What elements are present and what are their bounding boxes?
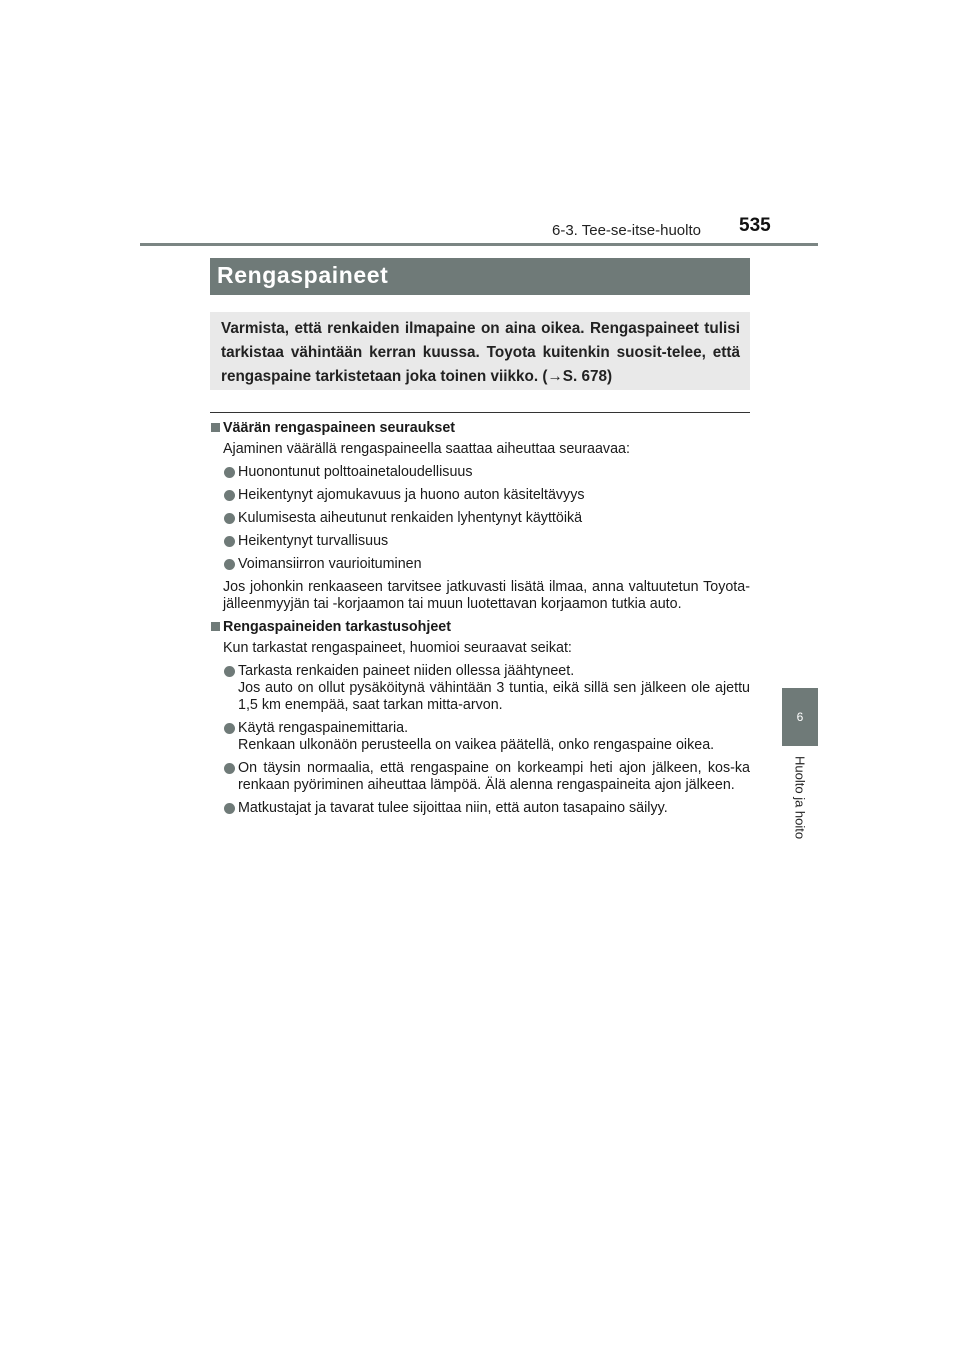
chapter-tab: [782, 688, 818, 746]
chapter-number: 6: [796, 710, 804, 724]
page-title: Rengaspaineet: [217, 262, 389, 288]
list-item: Käytä rengaspainemittaria. Renkaan ulkonäön perusteella on vaikea päätellä, onko rengaspaine oikea.: [210, 720, 750, 754]
section-lead: Ajaminen väärällä rengaspaineella saattaa aiheuttaa seuraavaa:: [223, 441, 630, 457]
square-bullet-icon: [211, 622, 220, 631]
list-item: Heikentynyt turvallisuus: [210, 533, 750, 550]
square-bullet-icon: [211, 423, 220, 432]
chapter-side-label: [782, 756, 818, 866]
list-item: Huonontunut polttoainetaloudellisuus: [210, 464, 750, 481]
page-header: [0, 0, 960, 250]
section-lead: Kun tarkastat rengaspaineet, huomioi seuraavat seikat:: [223, 640, 572, 656]
bullet-dot-icon: [224, 666, 235, 677]
intro-box: [210, 312, 750, 390]
header-rule: [140, 243, 818, 246]
arrow-icon: →: [547, 368, 563, 385]
bullet-dot-icon: [224, 763, 235, 774]
title-bar: [210, 258, 750, 295]
bullet-dot-icon: [224, 513, 235, 524]
section-heading: Rengaspaineiden tarkastusohjeet: [210, 619, 750, 636]
section-label: 6-3. Tee-se-itse-huolto: [552, 222, 701, 239]
bullet-dot-icon: [224, 536, 235, 547]
intro-page-reference[interactable]: S. 678): [562, 368, 613, 385]
section-note: Jos johonkin renkaaseen tarvitsee jatkuvasti lisätä ilmaa, anna valtuutetun Toyota-jälleenmyyjän tai -korjaamon tai muun luotettavan korjaamon tutkia auto.: [223, 579, 750, 612]
section-heading: Väärän rengaspaineen seuraukset: [210, 420, 750, 437]
chapter-title: Huolto ja hoito: [792, 756, 808, 840]
intro-text: Varmista, että renkaiden ilmapaine on aina oikea. Rengaspaineet tulisi tarkistaa vähintään kerran kuussa. Toyota kuitenkin suosit-telee, että rengaspaine tarkistetaan joka toinen viikko. (: [221, 320, 740, 385]
list-item: Voimansiirron vaurioituminen: [210, 556, 750, 573]
list-item: Kulumisesta aiheutunut renkaiden lyhentynyt käyttöikä: [210, 510, 750, 527]
page-number: 535: [739, 215, 771, 236]
list-item: Heikentynyt ajomukavuus ja huono auton käsiteltävyys: [210, 487, 750, 504]
bullet-dot-icon: [224, 559, 235, 570]
list-item: On täysin normaalia, että rengaspaine on korkeampi heti ajon jälkeen, kos-ka renkaan pyöriminen aiheuttaa lämpöä. Älä alenna rengaspaineita ajon jälkeen.: [210, 760, 750, 794]
bullet-dot-icon: [224, 723, 235, 734]
bullet-dot-icon: [224, 490, 235, 501]
main-content: [210, 420, 750, 817]
section-divider: [210, 412, 750, 413]
list-item: Matkustajat ja tavarat tulee sijoittaa niin, että auton tasapaino säilyy.: [210, 800, 750, 817]
list-item: Tarkasta renkaiden paineet niiden ollessa jäähtyneet. Jos auto on ollut pysäköitynä vähintään 3 tuntia, eikä sillä sen jälkeen ole ajettu 1,5 km enempää, saat tarkan mitta-arvon.: [210, 663, 750, 714]
bullet-dot-icon: [224, 467, 235, 478]
bullet-dot-icon: [224, 803, 235, 814]
